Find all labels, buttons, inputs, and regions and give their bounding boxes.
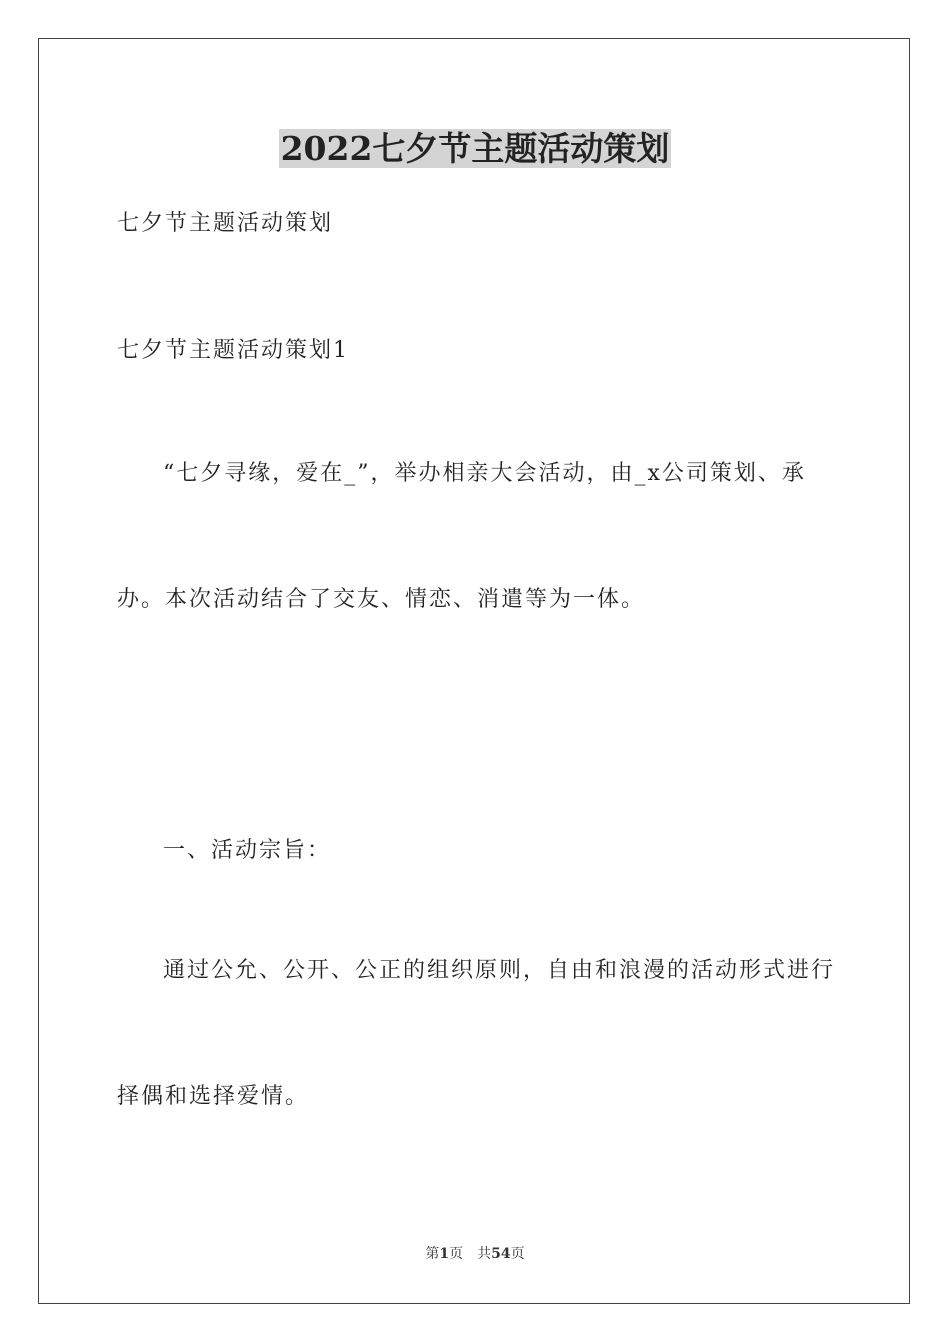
page-prefix: 第 [425, 1246, 440, 1262]
total-pages: 54 [491, 1246, 511, 1262]
paragraph-line: 办。本次活动结合了交友、情恋、消遣等为一体。 [117, 587, 646, 612]
paragraph-line: 通过公允、公开、公正的组织原则，自由和浪漫的活动形式进行 [163, 958, 836, 983]
paragraph-line: “七夕寻缘，爱在_”，举办相亲大会活动，由_x公司策划、承 [163, 461, 806, 486]
section-heading-line: 七夕节主题活动策划1 [117, 338, 349, 363]
document-title-text: 2022七夕节主题活动策划 [280, 129, 670, 168]
page-suffix: 页 [449, 1246, 464, 1262]
page-number: 1 [439, 1246, 450, 1262]
total-prefix: 共 [477, 1246, 492, 1262]
page-footer [0, 1244, 950, 1264]
section-heading-line: 一、活动宗旨： [163, 838, 332, 863]
subtitle-line: 七夕节主题活动策划 [117, 211, 334, 236]
paragraph-line: 择偶和选择爱情。 [117, 1084, 310, 1109]
total-suffix: 页 [510, 1246, 525, 1262]
document-title [0, 126, 950, 172]
